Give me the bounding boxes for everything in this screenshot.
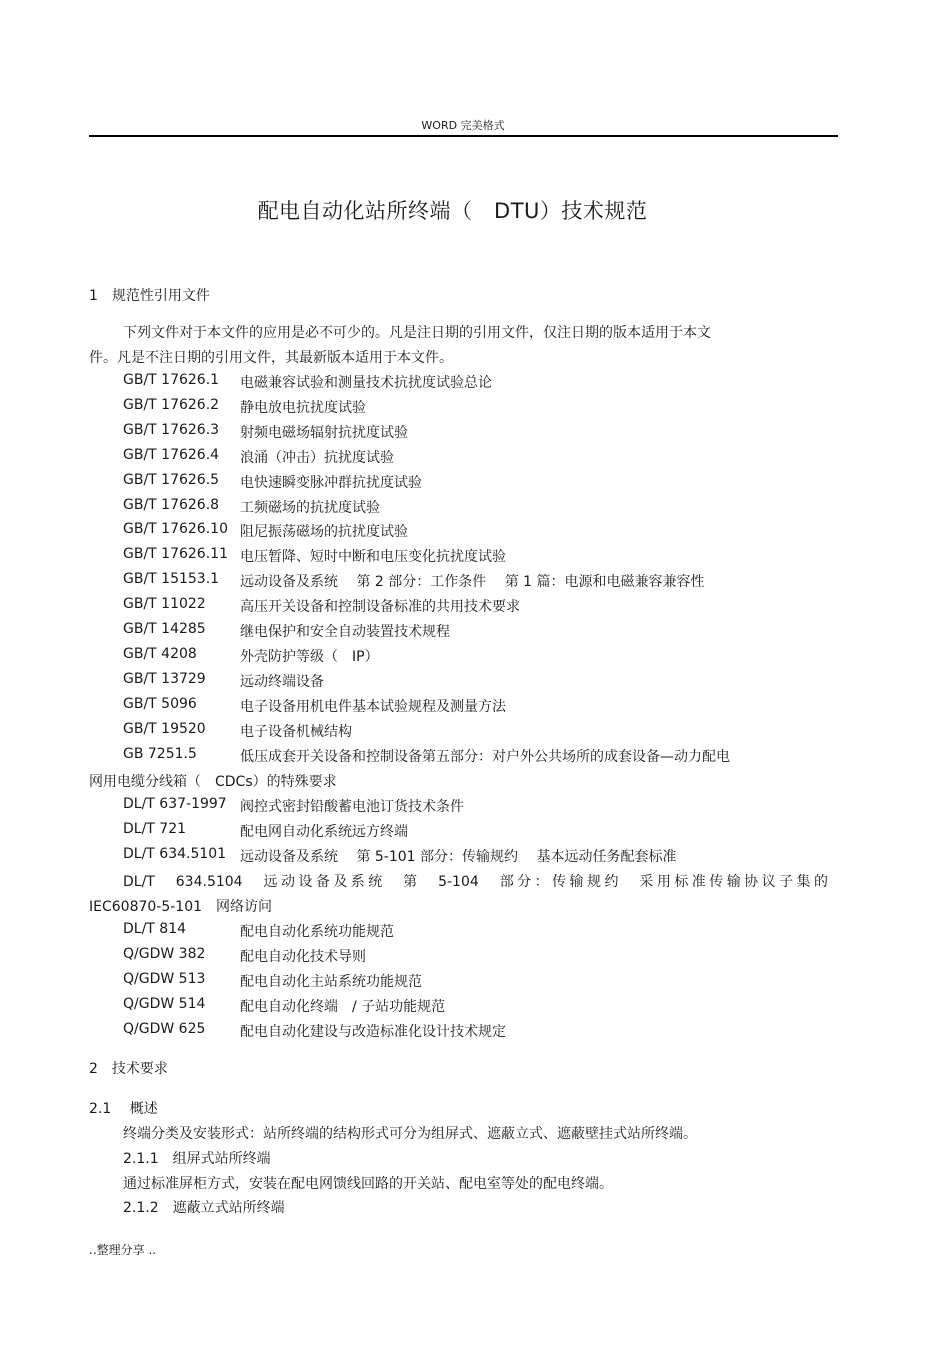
- reference-title: 外壳防护等级（ IP）: [240, 648, 379, 665]
- reference-long-line-2: IEC60870-5-101 网络访问: [89, 899, 273, 915]
- reference-title: 浪涌（冲击）抗扰度试验: [240, 449, 394, 466]
- reference-code: GB/T 13729: [123, 670, 206, 687]
- reference-title: 继电保护和安全自动装置技术规程: [240, 624, 450, 640]
- reference-code: DL/T 721: [123, 820, 187, 837]
- reference-title: 阀控式密封铅酸蓄电池订货技术条件: [240, 799, 464, 815]
- reference-code: GB/T 15153.1: [123, 571, 220, 588]
- subsection-2-1-2-heading: 2.1.2 遮蔽立式站所终端: [123, 1200, 285, 1216]
- reference-code: GB/T 14285: [123, 621, 206, 637]
- reference-title: 配电网自动化系统远方终端: [240, 823, 408, 840]
- reference-title: 静电放电抗扰度试验: [240, 399, 366, 416]
- reference-continuation: 网用电缆分线箱（ CDCs）的特殊要求: [89, 774, 337, 790]
- reference-code: GB/T 17626.10: [123, 521, 228, 538]
- reference-title: 配电自动化系统功能规范: [240, 924, 394, 940]
- subsection-2-1-text: 终端分类及安装形式：站所终端的结构形式可分为组屏式、遮蔽立式、遮蔽壁挂式站所终端。: [123, 1126, 697, 1142]
- reference-code: Q/GDW 625: [123, 1020, 206, 1037]
- reference-code: GB/T 17626.4: [123, 446, 220, 463]
- intro-line-1: 下列文件对于本文件的应用是必不可少的。凡是注日期的引用文件，仅注日期的版本适用于本文: [123, 325, 711, 341]
- reference-code: GB/T 17626.2: [123, 396, 220, 413]
- reference-title: 远动终端设备: [240, 673, 324, 690]
- header-rule: [89, 135, 838, 137]
- reference-title: 电磁兼容试验和测量技术抗扰度试验总论: [240, 375, 492, 391]
- reference-title: 工频磁场的抗扰度试验: [240, 499, 380, 516]
- section-2-heading: 2 技术要求: [89, 1061, 168, 1077]
- reference-title: 电子设备用机电件基本试验规程及测量方法: [240, 698, 506, 715]
- reference-title: 电快速瞬变脉冲群抗扰度试验: [240, 474, 422, 491]
- reference-title: 配电自动化终端 / 子站功能规范: [240, 998, 446, 1015]
- reference-code: DL/T 637-1997: [123, 796, 227, 812]
- intro-line-2: 件。凡是不注日期的引用文件，其最新版本适用于本文件。: [89, 350, 453, 366]
- reference-code: GB/T 4208: [123, 645, 197, 662]
- subsection-2-1-1-heading: 2.1.1 组屏式站所终端: [123, 1151, 271, 1167]
- page-header: WORD 完美格式: [421, 119, 505, 132]
- reference-code: Q/GDW 513: [123, 970, 206, 987]
- reference-code: GB/T 17626.1: [123, 372, 220, 388]
- reference-title: 射频电磁场辐射抗扰度试验: [240, 424, 408, 441]
- section-1-heading: 1 规范性引用文件: [89, 288, 210, 304]
- reference-code: GB/T 5096: [123, 695, 197, 712]
- reference-code: GB/T 17626.8: [123, 496, 220, 513]
- subsection-2-1-1-text: 通过标准屏柜方式，安装在配电网馈线回路的开关站、配电室等处的配电终端。: [123, 1176, 613, 1192]
- reference-code: Q/GDW 514: [123, 995, 206, 1012]
- reference-code: GB/T 17626.3: [123, 421, 220, 438]
- document-title: 配电自动化站所终端（ DTU）技术规范: [257, 199, 648, 223]
- reference-title: 电子设备机械结构: [240, 723, 352, 740]
- reference-code: GB 7251.5: [123, 745, 197, 762]
- reference-title: 低压成套开关设备和控制设备第五部分：对户外公共场所的成套设备—动力配电: [240, 748, 730, 765]
- reference-title: 远动设备及系统 第 2 部分：工作条件 第 1 篇：电源和电磁兼容兼容性: [240, 574, 705, 591]
- reference-code: DL/T 634.5101: [123, 845, 227, 862]
- reference-title: 配电自动化技术导则: [240, 948, 366, 965]
- reference-title: 阻尼振荡磁场的抗扰度试验: [240, 524, 408, 541]
- reference-code: GB/T 17626.5: [123, 471, 220, 488]
- subsection-2-1-heading: 2.1 概述: [89, 1101, 158, 1117]
- reference-title: 高压开关设备和控制设备标准的共用技术要求: [240, 599, 520, 616]
- reference-long-line-1: DL/T 634.5104 远动设备及系统 第 5-104 部分：传输规约 采用标准传输协议子集的: [123, 874, 828, 890]
- reference-title: 远动设备及系统 第 5-101 部分：传输规约 基本远动任务配套标准: [240, 848, 677, 865]
- reference-code: DL/T 814: [123, 921, 187, 937]
- page-footer: ..整理分享 ..: [89, 1243, 157, 1257]
- reference-title: 电压暂降、短时中断和电压变化抗扰度试验: [240, 549, 506, 566]
- reference-code: GB/T 17626.11: [123, 546, 228, 563]
- reference-code: GB/T 11022: [123, 596, 206, 613]
- reference-code: Q/GDW 382: [123, 945, 206, 962]
- reference-code: GB/T 19520: [123, 720, 206, 737]
- reference-title: 配电自动化主站系统功能规范: [240, 973, 422, 990]
- reference-title: 配电自动化建设与改造标准化设计技术规定: [240, 1023, 506, 1040]
